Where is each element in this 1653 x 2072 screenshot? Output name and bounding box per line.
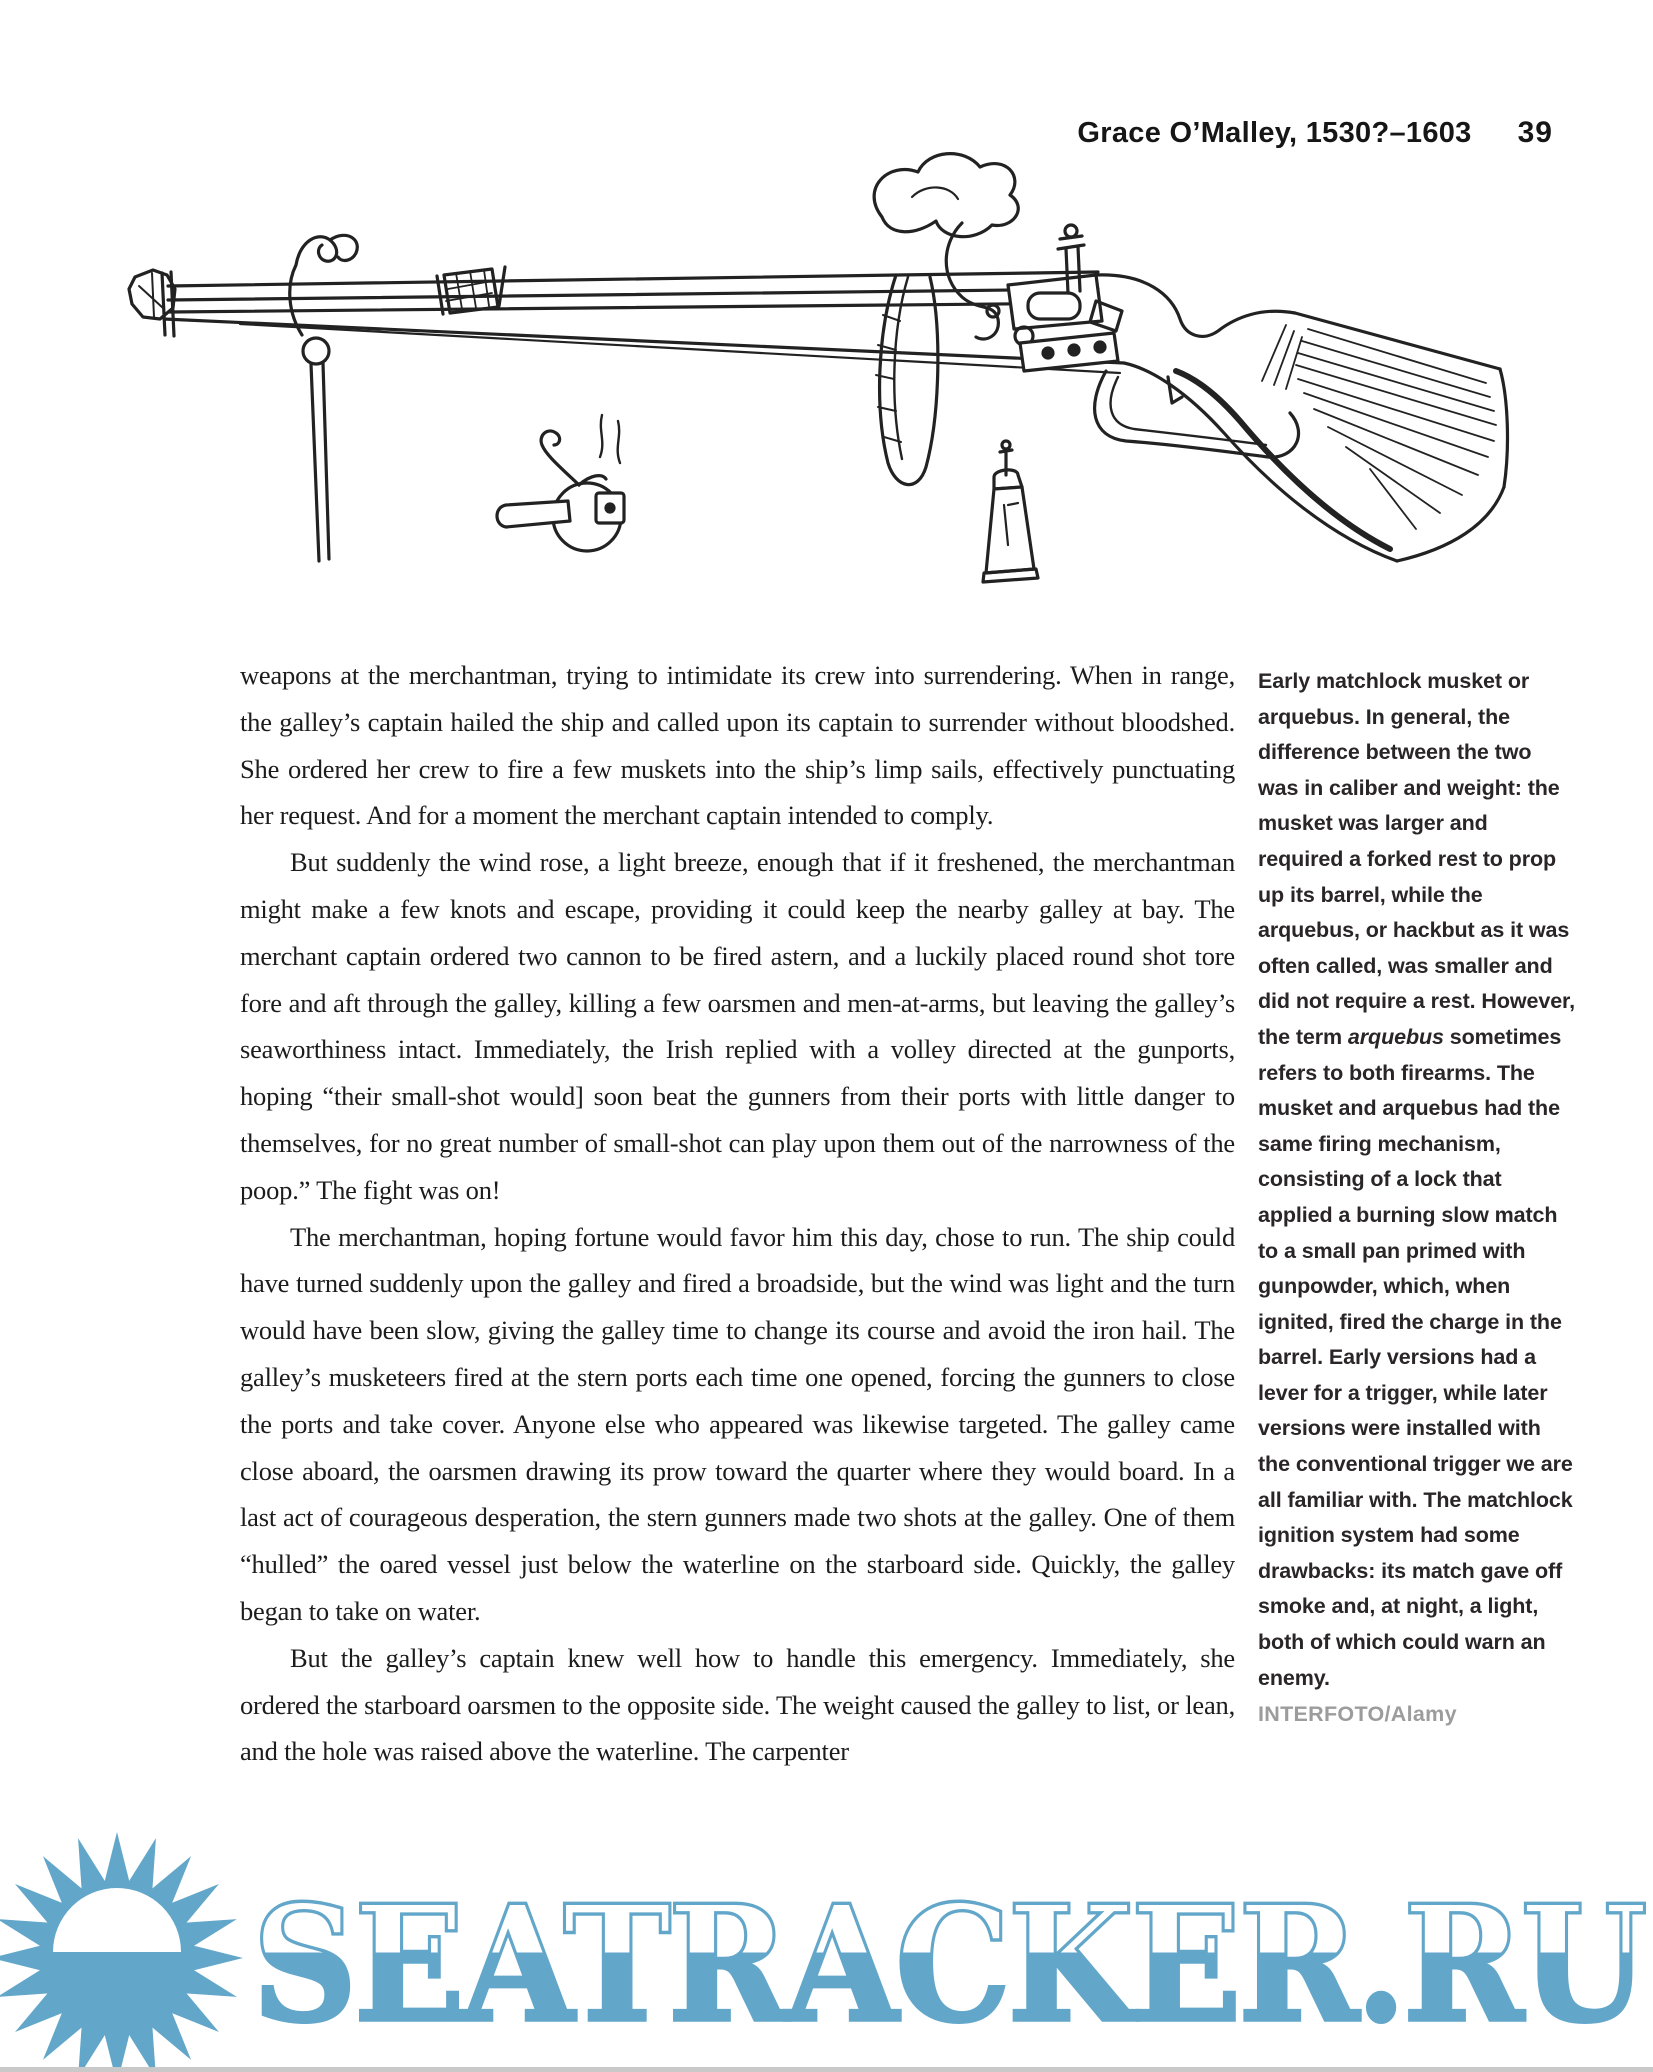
matchlock-musket-illustration — [90, 145, 1530, 615]
smoke — [874, 154, 1018, 237]
watermark-text: SEATRACKER.RU — [252, 1870, 1646, 2058]
powder-flask — [983, 441, 1038, 582]
page-number: 39 — [1517, 116, 1553, 149]
serpentine — [946, 223, 999, 339]
body-text-column — [240, 652, 1235, 1775]
caption-text: Early matchlock musket or arquebus. In general, the difference between the two was in caliber and weight: the musket was larger and required a forked rest to prop up its barrel, while the arquebus, or hackbut as it was often called, was smaller and did not require a rest. However, the term arquebus sometimes refers to both firearms. The musket and arquebus had the same firing mechanism, consisting of a lock that applied a burning slow match to a small pan primed with gunpowder, which, when ignited, fired the charge in the barrel. Early versions had a lever for a trigger, while later versions were installed with the conventional trigger we are all familiar with. The matchlock ignition system had some drawbacks: its match gave off smoke and, at night, a light, both of which could warn an enemy. — [1258, 669, 1576, 1690]
seatracker-watermark — [0, 1830, 1653, 2072]
butt-stock — [1096, 275, 1507, 561]
sun-icon — [0, 1832, 243, 2072]
barrel-band — [437, 267, 505, 314]
matchlock-detail — [497, 415, 624, 551]
lock-mechanism — [1008, 225, 1122, 345]
side-plate — [1020, 333, 1118, 371]
body-paragraph: weapons at the merchantman, trying to intimidate its crew into surrendering. When in range, the galley’s captain hailed the ship and called upon its captain to surrender without bloodshed. She ordered her crew to fire a few muskets into the ship’s limp sails, effectively punctuating her request. And for a moment the merchant captain intended to comply. — [240, 660, 1235, 831]
caption-sidebar — [1258, 664, 1576, 1733]
running-head-title: Grace O’Malley, 1530?–1603 — [1077, 117, 1472, 149]
muzzle — [129, 270, 175, 336]
photo-credit: INTERFOTO/Alamy — [1258, 1702, 1457, 1727]
page-bottom-edge — [0, 2067, 1653, 2072]
body-paragraph: But the galley’s captain knew well how to handle this emergency. Immediately, she ordered the starboard oarsmen to the opposite side. The weight caused the galley to list, or lean, and the hole was raised above the waterline. The carpenter — [240, 1642, 1235, 1767]
body-paragraph: The merchantman, hoping fortune would favor him this day, chose to run. The ship could have turned suddenly upon the galley and fired a broadside, but the wind was light and the turn would have been slow, giving the galley time to change its course and avoid the iron hail. The galley’s musketeers fired at the stern ports each time one opened, forcing the gunners to close the ports and take cover. Anyone else who appeared was likewise targeted. The galley came close aboard, the oarsmen drawing its prow toward the quarter where they would board. In a last act of courageous desperation, the stern gunners made two shots at the galley. One of them “hulled” the oared vessel just below the waterline on the starboard side. Quickly, the galley began to take on water. — [240, 1221, 1235, 1626]
barrel-lines — [168, 272, 1098, 286]
body-paragraph: But suddenly the wind rose, a light breeze, enough that if it freshened, the merchantman might make a few knots and escape, providing it could keep the nearby galley at bay. The merchant captain ordered two cannon to be fired astern, and a luckily placed round shot tore fore and aft through the galley, killing a few oarsmen and men-at-arms, but leaving the galley’s seaworthiness intact. Immediately, the Irish replied with a volley directed at the gunports, hoping “their small-shot would] soon beat the gunners from their ports with little danger to themselves, for no great number of small-shot can play upon them out of the narrowness of the poop.” The fight was on! — [240, 847, 1235, 1205]
